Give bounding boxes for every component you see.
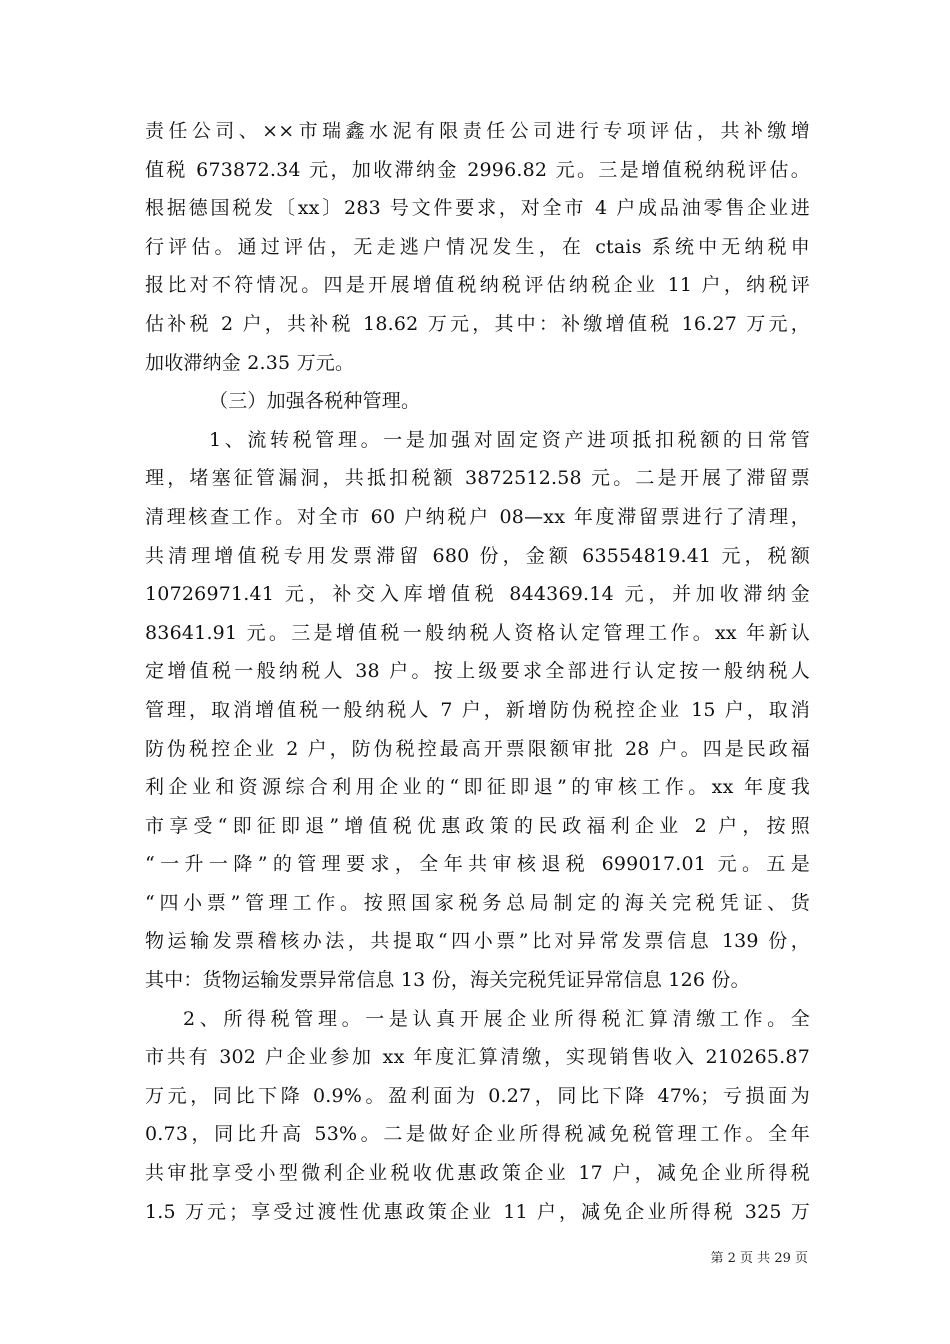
text-line: 0.73，同比升高 53%。二是做好企业所得税减免税管理工作。全年	[145, 1123, 810, 1146]
text-line: 定增值税一般纳税人 38 户。按上级要求全部进行认定按一般纳税人	[145, 660, 810, 683]
text-line: 加收滞纳金 2.35 万元。	[145, 351, 355, 374]
text-line: 防伪税控企业 2 户，防伪税控最高开票限额审批 28 户。四是民政福	[145, 737, 810, 760]
text-line: 共审批享受小型微利企业税收优惠政策企业 17 户，减免企业所得税	[145, 1162, 810, 1185]
text-line: 估补税 2 户，共补税 18.62 万元，其中：补缴增值税 16.27 万元，	[145, 312, 810, 335]
text-line: 管理，取消增值税一般纳税人 7 户，新增防伪税控企业 15 户，取消	[145, 698, 810, 721]
text-line: 共清理增值税专用发票滞留 680 份，金额 63554819.41 元，税额	[145, 544, 810, 567]
text-line: 市共有 302 户企业参加 xx 年度汇算清缴，实现销售收入 210265.87	[145, 1046, 810, 1069]
text-line: “一升一降”的管理要求，全年共审核退税 699017.01 元。五是	[145, 853, 810, 876]
text-line: 10726971.41 元，补交入库增值税 844369.14 元，并加收滞纳金	[145, 583, 810, 606]
text-line: 2、所得税管理。一是认真开展企业所得税汇算清缴工作。全	[183, 1007, 810, 1030]
text-line: 报比对不符情况。四是开展增值税纳税评估纳税企业 11 户，纳税评	[145, 274, 810, 297]
text-line: 清理核查工作。对全市 60 户纳税户 08—xx 年度滞留票进行了清理，	[145, 505, 810, 528]
text-line: “四小票”管理工作。按照国家税务总局制定的海关完税凭证、货	[145, 891, 810, 914]
text-line: 物运输发票稽核办法，共提取“四小票”比对异常发票信息 139 份，	[145, 930, 810, 953]
text-line: 1、流转税管理。一是加强对固定资产进项抵扣税额的日常管	[209, 428, 810, 451]
text-line: 利企业和资源综合利用企业的“即征即退”的审核工作。xx 年度我	[145, 776, 810, 799]
text-line: 根据德国税发〔xx〕283 号文件要求，对全市 4 户成品油零售企业进	[145, 197, 810, 220]
text-line: 83641.91 元。三是增值税一般纳税人资格认定管理工作。xx 年新认	[145, 621, 810, 644]
text-line: 责任公司、××市瑞鑫水泥有限责任公司进行专项评估，共补缴增	[145, 120, 810, 142]
body-text	[145, 112, 810, 1231]
text-line: 其中：货物运输发票异常信息 13 份，海关完税凭证异常信息 126 份。	[145, 969, 750, 992]
text-line: 1.5 万元；享受过渡性优惠政策企业 11 户，减免企业所得税 325 万	[145, 1200, 810, 1223]
text-line: （三）加强各税种管理。	[209, 390, 421, 413]
text-line: 理，堵塞征管漏洞，共抵扣税额 3872512.58 元。二是开展了滞留票	[145, 467, 810, 490]
page-number: 第 2 页 共 29 页	[710, 1251, 808, 1266]
text-line: 市享受“即征即退”增值税优惠政策的民政福利企业 2 户，按照	[145, 814, 810, 837]
text-line: 万元，同比下降 0.9%。盈利面为 0.27，同比下降 47%；亏损面为	[145, 1084, 810, 1107]
text-line: 行评估。通过评估，无走逃户情况发生，在 ctais 系统中无纳税申	[145, 235, 810, 258]
text-line: 值税 673872.34 元，加收滞纳金 2996.82 元。三是增值税纳税评估。	[145, 158, 810, 181]
